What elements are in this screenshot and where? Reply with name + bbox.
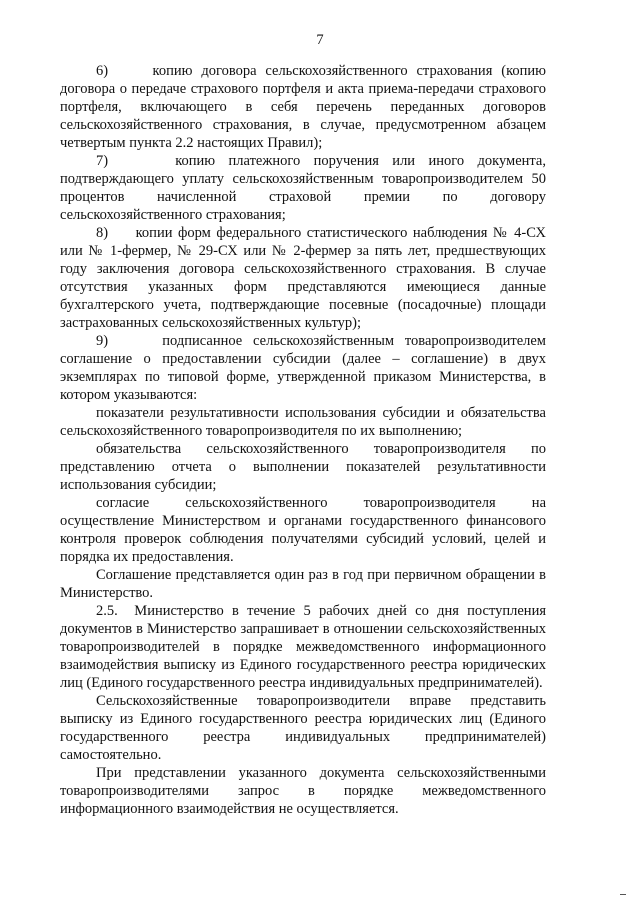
paragraph-no-request: При представлении указанного документа сельскохозяйственными товаропроизводителями запрос в порядке межведомственного информационного взаимодействия не осуществляется.: [60, 765, 546, 817]
paragraph-item-9: 9) подписанное сельскохозяйственным товаропроизводителем соглашение о предоставлении субсидии (далее – соглашение) в двух экземплярах по типовой форме, утвержденной приказом Министерства, в котором указываются:: [60, 333, 546, 403]
paragraph-item-7: 7) копию платежного поручения или иного документа, подтверждающего уплату сельскохозяйственным товаропроизводителем 50 процентов начисленной страховой премии по договору сельскохозяйственного страхования;: [60, 153, 546, 223]
paragraph-section-2-5: 2.5. Министерство в течение 5 рабочих дней со дня поступления документов в Министерство запрашивает в отношении сельскохозяйственных товаропроизводителей в порядке межведомственного информационного взаимодействия выписку из Единого государственного реестра юридических лиц (Единого государственного реестра индивидуальных предпринимателей).: [60, 603, 546, 691]
page-number: 7: [316, 32, 324, 48]
scan-mark: [620, 894, 626, 895]
paragraph-agreement-frequency: Соглашение представляется один раз в год при первичном обращении в Министерство.: [60, 567, 546, 601]
paragraph-self-submission: Сельскохозяйственные товаропроизводители вправе представить выписку из Единого государственного реестра юридических лиц (Единого государственного реестра индивидуальных предпринимателей) самостоятельно.: [60, 693, 546, 763]
paragraph-performance-indicators: показатели результативности использования субсидии и обязательства сельскохозяйственного товаропроизводителя по их выполнению;: [60, 405, 546, 439]
paragraph-item-8: 8) копии форм федерального статистического наблюдения № 4-СХ или № 1-фермер, № 29-СХ или № 2-фермер за пять лет, предшествующих году заключения договора сельскохозяйственного страхования. В случае отсутствия указанных форм представляются имеющиеся данные бухгалтерского учета, подтверждающие посевные (посадочные) площади застрахованных сельскохозяйственных культур);: [60, 225, 546, 331]
paragraph-reporting-obligations: обязательства сельскохозяйственного товаропроизводителя по представлению отчета о выполнении показателей результативности использования субсидии;: [60, 441, 546, 493]
paragraph-audit-consent: согласие сельскохозяйственного товаропроизводителя на осуществление Министерством и органами государственного финансового контроля проверок соблюдения получателями субсидий условий, целей и порядка их предоставления.: [60, 495, 546, 565]
paragraph-item-6: 6) копию договора сельскохозяйственного страхования (копию договора о передаче страхового портфеля и акта приема-передачи страхового портфеля, включающего в себя перечень переданных договоров сельскохозяйственного страхования, в случае, предусмотренном абзацем четвертым пункта 2.2 настоящих Правил);: [60, 63, 546, 151]
document-body: [60, 62, 546, 818]
